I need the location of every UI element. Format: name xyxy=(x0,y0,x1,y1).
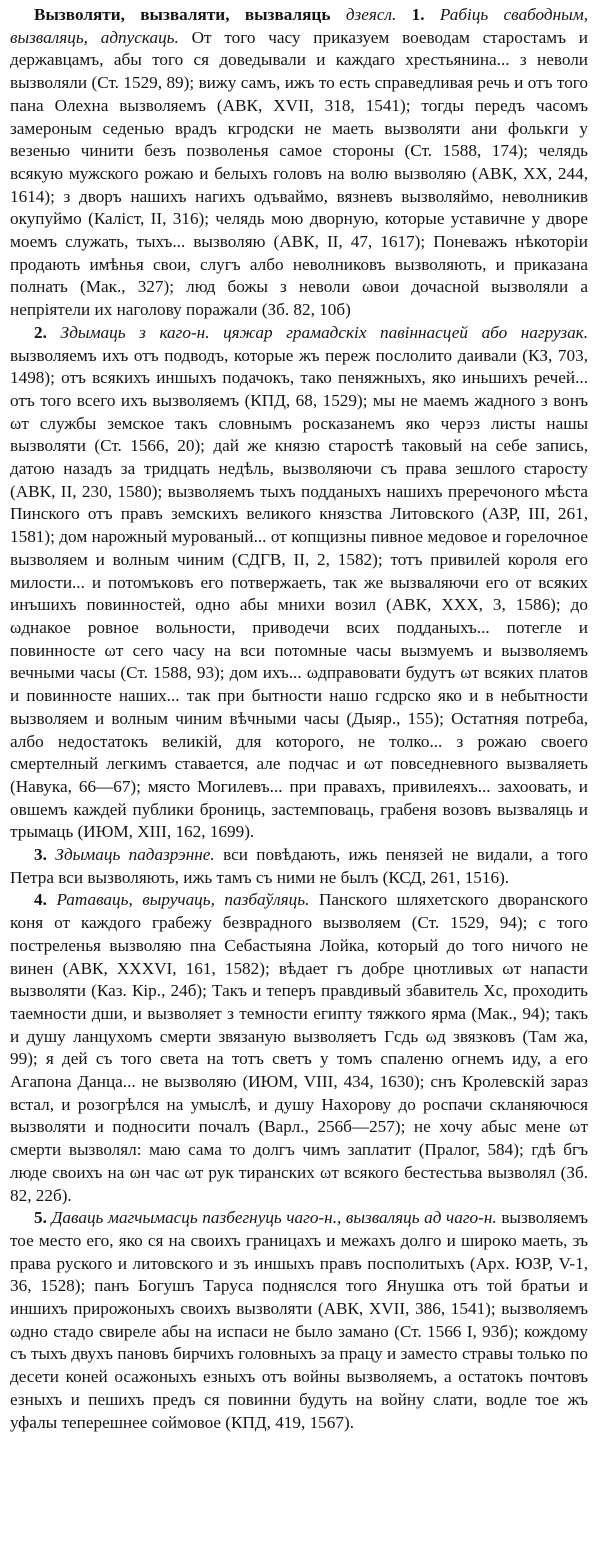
entry-headword: Вызволяти, вызваляти, вызваляць xyxy=(34,5,331,24)
entry-part-of-speech: дзеясл. xyxy=(345,5,397,24)
sense-citations: От того часу приказуем воеводам старостамъ и державцамъ, абы того ся доведывали и каждаго хрестьянина... з неволи вызволяли (Ст. 1529, 89); вижу самъ, ижъ то есть справедливая речь и отъ того пана Олехна вызволяемъ (АВК, XVII, 318, 1541); тогды передъ часомъ замероным седенью врадъ кгродски не маеть вызволяти ани фолькги у везенью чинити безъ позволенья самое стороны (Ст. 1588, 174); челядь всякую мужского рожаю и белыхъ головъ на волю вызволяю (АВК, XX, 244, 1614); з дворъ нашихъ нагихъ одъваймо, вязневъ вызволяймо, неволникив окупуймо (Каліст, II, 316); челядь мою дворную, которые уставичне у дворе моемъ служать, тыхъ... вызволяю (АВК, II, 47, 1617); Поневажъ нѣкоторіи продають имѣнья свои, слугъ албо неволниковъ вызволяють, и приказана полнать (Мак., 327); люд божы з неволи ωвои дочасной вызволяли а непріятели их наголову поражали (Зб. 82, 10б) xyxy=(10,27,589,320)
dictionary-sense xyxy=(10,844,588,889)
sense-citations: вызволяемъ тое место его, яко ся на своихъ границахъ и межахъ долго и широко маеть, зъ права руского и литовского и зъ иншыхъ правъ посполитыхъ (Арх. ЮЗР, V-1, 36, 1528); панъ Богушъ Таруса подняслся того Янушка отъ той братьи и иншихъ прирожоныхъ своихъ вызволяти (АВК, XVII, 386, 1541); вызволяемъ ωдно стадо свиреле абы на испаси не было замано (Ст. 1566 I, 93б); кождому съ тыхъ двухъ пановъ бирчихъ головныхъ за працу и заместо стравы только по десети коней осажоныхъ езныхъ отъ войны вызволяемъ, а остатокъ почтовъ езныхъ и пешихъ предъ ся повинни будуть на войну слати, водле тое жъ уфалы теперешнее соймовое (КПД, 419, 1567). xyxy=(10,1208,589,1432)
sense-number: 5. xyxy=(34,1208,47,1228)
sense-number: 1. xyxy=(411,5,425,24)
sense-gloss: Рабіць свабодным, вызваляць, адпускаць. xyxy=(10,5,589,47)
dictionary-sense xyxy=(10,889,588,1207)
dictionary-sense xyxy=(10,322,588,844)
sense-gloss: Ратаваць, выручаць, пазбаўляць. xyxy=(56,890,310,910)
sense-citations: вызволяемъ ихъ отъ подводъ, которые жъ переж послолито даивали (КЗ, 703, 1498); отъ всякихъ иншыхъ подачокъ, тако пеняжныхъ, яко иньшихъ речей... отъ того всего ихъ вызволяемъ (КПД, 68, 1529); мы не маемъ жадного з вонъ ωт службы земское такъ словнымъ росказанемъ яко черэз листы нашы вызволяти (Ст. 1566, 20); дай же князю старостѣ таковый на себе запись, датою назадъ за тридцать недѣль, вызволяючи съ права зешлого старосту (АВК, II, 230, 1580); вызволяемъ тыхъ подданыхъ нашихъ преречоного мѣста Пинского отъ правъ земскихъ великого князства Литовского (АЗР, III, 261, 1581); дом нарожный мурованый... от копщизны пивное медовое и горелочное вызволяем и волным чиним (СДГВ, II, 2, 1582); тотъ привилей короля его милости... и потомъковъ его потвержаеть, так же вызваляючи его от всяких инъшихъ повинностей, одно абы мнихи возил (АВК, XXX, 3, 1586); до ωднакое ровное вольности, приводечи всих подданыхъ... потегле и повинносте ωт сего часу на вси потомные часы вызмуемъ и вызволяемъ вечными часы (Ст. 1588, 93); дом ихъ... ωдправовати будутъ ωт всяких платов и повинносте наших... так при бытности нашо гсдрско яко и в небытности вызволяем и волным чиним вѣчными часы (Дыяр., 155); Остатняя потреба, албо недостатокъ великій, для которого, не толко... з рожаю своего смертелный легкимъ ставается, але подчас и ωт повседневного вызваляеть (Навука, 66—67); място Могилевъ... при правахъ, привилеяхъ... захоовать, и овшемъ каждей публики брониць, застемповаць, грабеня возовъ вызваляць и трымаць (ИЮМ, XIII, 162, 1699). xyxy=(10,345,588,842)
sense-number: 2. xyxy=(34,322,47,342)
dictionary-entry xyxy=(10,4,588,322)
sense-number: 4. xyxy=(34,890,47,910)
sense-citations: Панского шляхетского дворанского коня от каждого грабежу безврадного вызволяем (Ст. 1529, 94); с того постреленья вызволяю пна Себастыяна Лойка, который до того ничого не винен (АВК, XXXVI, 161, 1582); вѣдает гъ добре цнотливых ωт напасти вызволяти (Каз. Кір., 24б); Такъ и теперъ правдивый збавитель Хс, проходить таемности дши, и вызволяет з темности египту тяжкого ярма (Мак., 94); такъ и душу ланцухомъ смерти звязаную вызволяетъ Гсдь ωд звязковъ (Там жа, 99); я дей съ того света на тотъ светъ у томъ спаленю огнемъ иду, а его Агапона Данца... не вызволяю (ИЮМ, VIII, 434, 1630); снъ Кролевскій зараз встал, и розогрѣлся на умыслѣ, и душу Нахорову до роспачи скланяючюся вызволяти и подносити почалъ (Варл., 256б—257); не хочу абыс мене ωт смерти вызволял: маю сама то долгъ чимъ заплатит (Пралог, 584); гдѣ бгъ люде своихъ на ωн час ωт рук тиранских ωт всякого бестестьва вызволял (Зб. 82, 22б). xyxy=(10,890,588,1205)
sense-gloss: Даваць магчымасць пазбегнуць чаго-н., вызваляць ад чаго-н. xyxy=(51,1208,497,1228)
sense-number: 3. xyxy=(34,845,47,865)
dictionary-sense xyxy=(10,1207,588,1434)
sense-gloss: Здымаць падазрэнне. xyxy=(55,845,215,865)
sense-citations: вси повѣдають, ижь пенязей не видали, а того Петра вси вызволяють, ижь тамъ съ ними не былъ (КСД, 261, 1516). xyxy=(10,845,589,887)
sense-gloss: Здымаць з каго-н. цяжар грамадскіх павіннасцей або нагрузак. xyxy=(60,322,589,342)
